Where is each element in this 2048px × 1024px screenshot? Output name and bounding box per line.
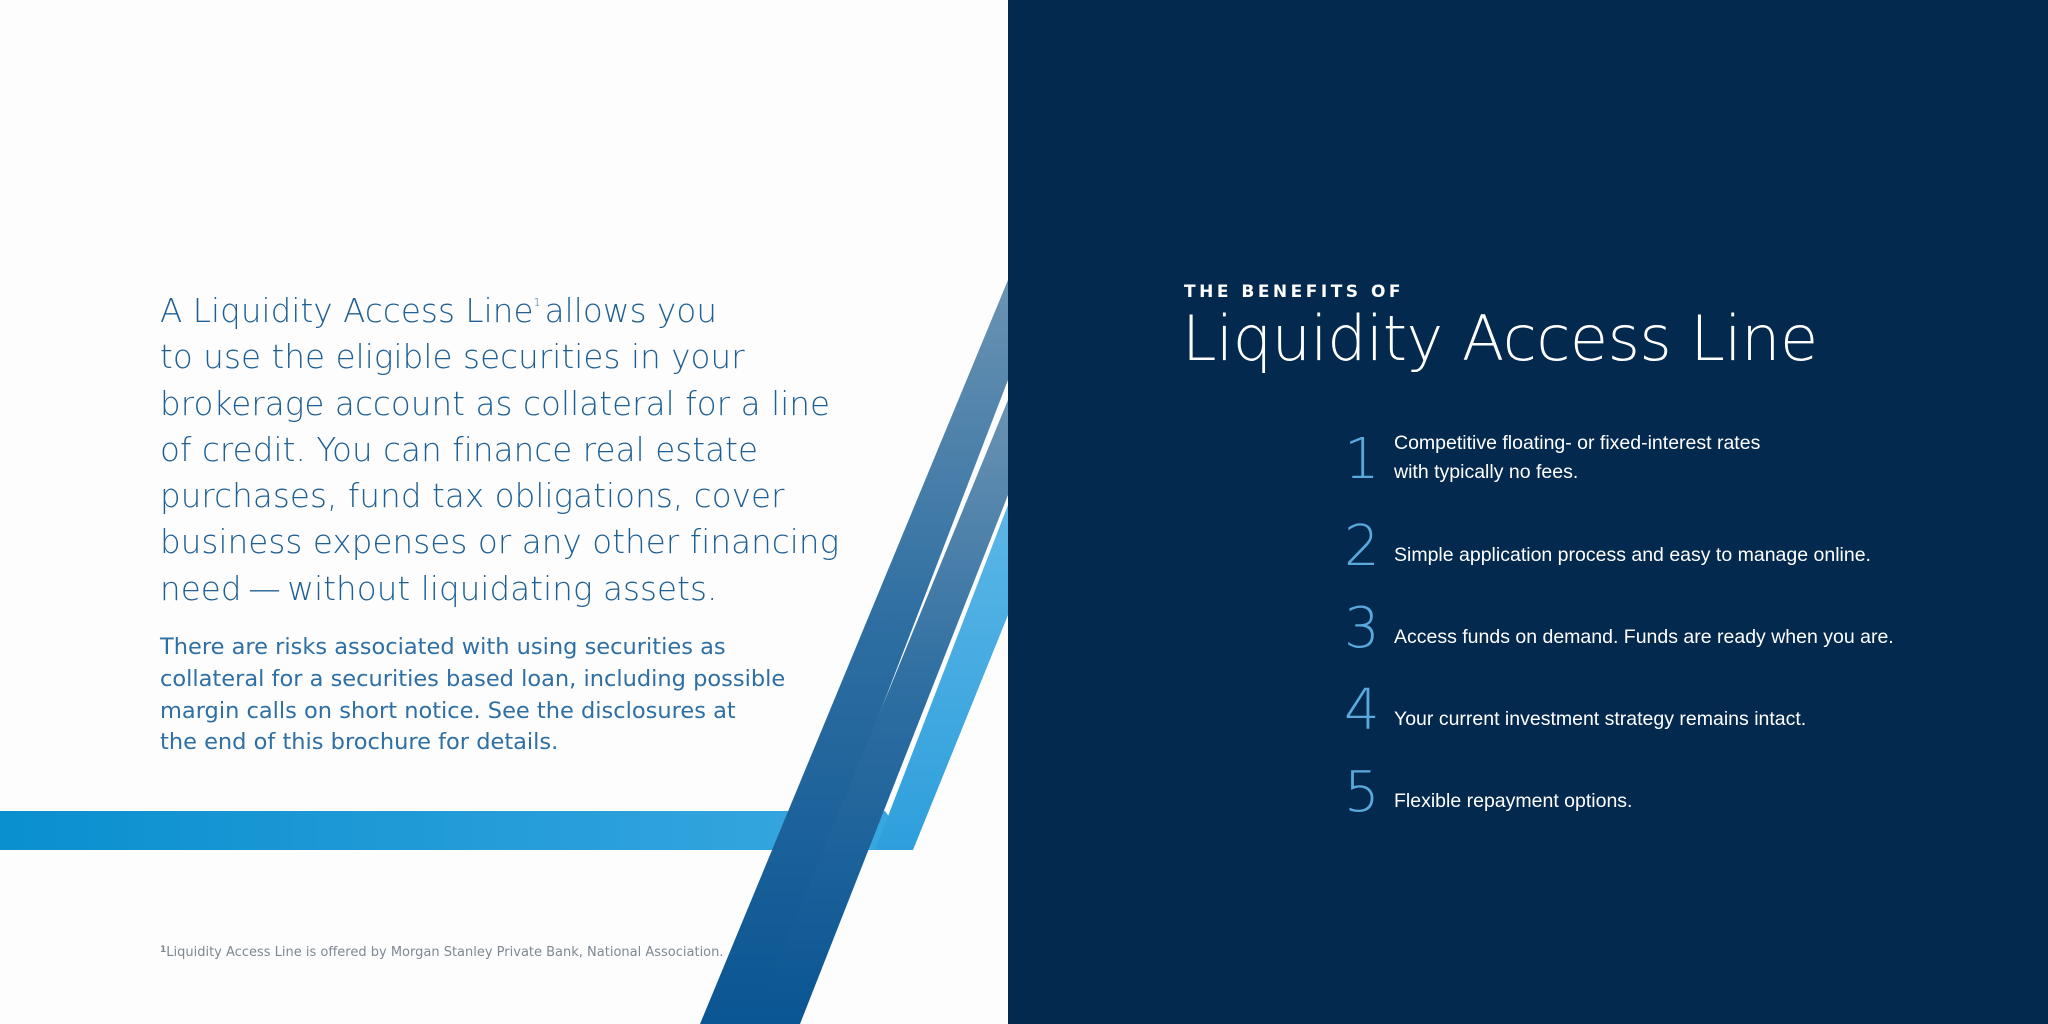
footnote-marker: 1	[533, 296, 541, 309]
intro-line-6: business expenses or any other financing	[160, 523, 840, 562]
benefit-number: 4	[1344, 678, 1380, 743]
risk-line-3: margin calls on short notice. See the disclosures at	[160, 697, 736, 724]
footnote-text: Liquidity Access Line is offered by Morgan Stanley Private Bank, National Association.	[166, 945, 724, 960]
risk-line-2: collateral for a securities based loan, including possible	[160, 665, 786, 692]
left-page	[0, 0, 1008, 1024]
benefit-number: 3	[1344, 596, 1380, 661]
intro-line-1: A Liquidity Access Line$^1$ allows you	[160, 292, 718, 330]
benefit-text	[1394, 787, 1954, 816]
intro-line-7: need — without liquidating assets.	[160, 569, 718, 608]
benefit-text-line: Access funds on demand. Funds are ready when you are.	[1394, 626, 1894, 648]
benefit-number: 2	[1344, 514, 1380, 579]
footnote	[160, 945, 724, 960]
benefit-text-line: Simple application process and easy to manage online.	[1394, 544, 1871, 566]
footnote-number: 1	[160, 945, 167, 955]
benefit-text-line: with typically no fees.	[1394, 460, 1579, 483]
intro-line-3: brokerage account as collateral for a line	[160, 384, 831, 423]
page-title: Liquidity Access Line	[1182, 302, 1818, 375]
intro-line-2: to use the eligible securities in your	[160, 338, 745, 377]
benefit-text-line: Your current investment strategy remains intact.	[1394, 708, 1807, 730]
risk-line-1: There are risks associated with using securities as	[160, 634, 726, 660]
intro-paragraph	[160, 280, 840, 612]
benefit-text-line: Flexible repayment options.	[1394, 790, 1633, 812]
benefit-text-line: Competitive floating- or fixed-interest rates	[1394, 432, 1761, 454]
right-page	[1008, 0, 2048, 1024]
risk-line-4: the end of this brochure for details.	[160, 729, 559, 756]
section-eyebrow: THE BENEFITS OF	[1184, 282, 1405, 302]
intro-line-4: of credit. You can finance real estate	[160, 430, 759, 469]
benefit-text	[1394, 623, 1954, 652]
intro-line-5: purchases, fund tax obligations, cover	[160, 477, 785, 516]
benefit-number: 1	[1344, 427, 1380, 492]
benefit-text	[1394, 705, 1954, 734]
benefit-text	[1394, 541, 1954, 570]
benefit-text	[1394, 429, 1954, 486]
risk-disclosure-paragraph	[160, 632, 786, 759]
benefit-number: 5	[1344, 760, 1380, 825]
